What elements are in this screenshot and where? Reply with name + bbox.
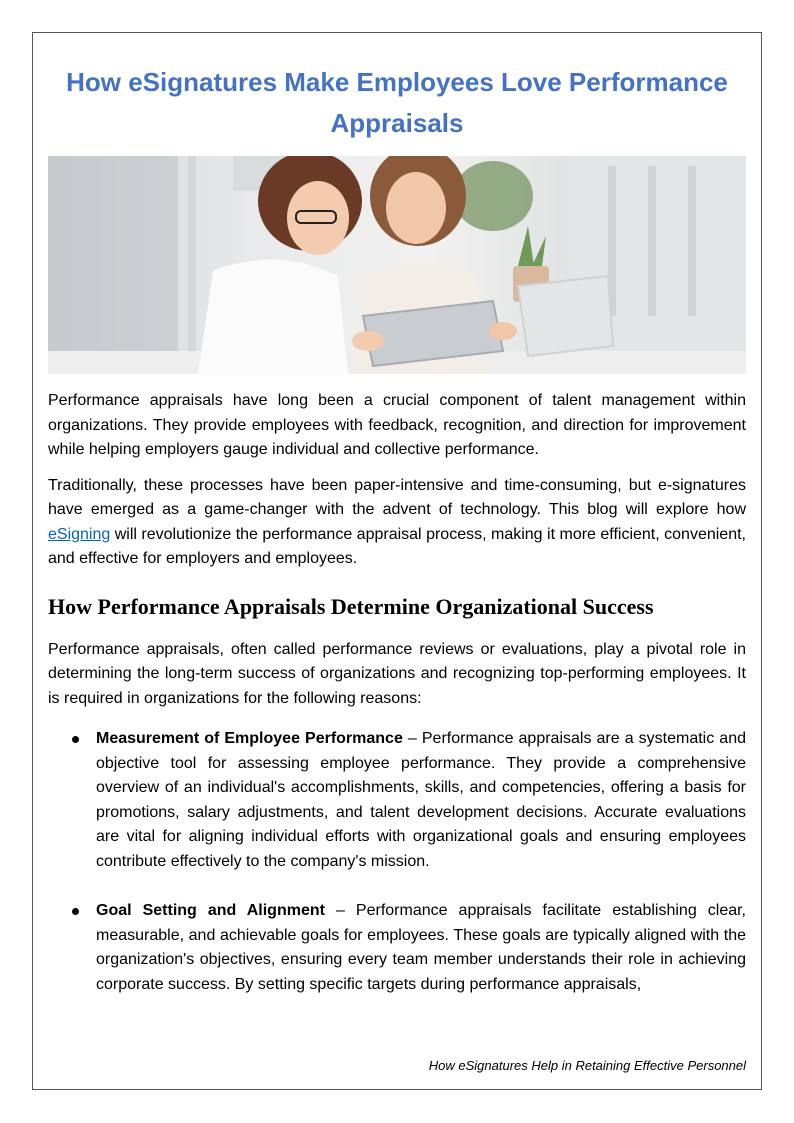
section-intro-paragraph: Performance appraisals, often called performance reviews or evaluations, play a pivotal role in determining the long-term success of organizations and recognizing top-performing employees. It is required in organizations for the following reasons: (48, 640, 746, 707)
esigning-link[interactable]: eSigning (48, 525, 111, 543)
page-title: How eSignatures Make Employees Love Performance Appraisals (66, 67, 728, 138)
intro-paragraph-2-end: will revolutionize the performance appraisal process, making it more efficient, convenient, and effective for employers and employees. (48, 525, 746, 567)
list-item (48, 899, 746, 997)
reasons-list (48, 727, 746, 997)
list-item-term: Goal Setting and Alignment (96, 902, 325, 919)
bullet-icon (72, 736, 79, 743)
hero-image (48, 156, 746, 374)
hero-illustration (48, 156, 746, 374)
document-content (48, 62, 746, 997)
intro-paragraph-2 (48, 474, 746, 572)
list-item-text: – Performance appraisals facilitate establishing clear, measurable, and achievable goals for employees. These goals are typically aligned with the organization's objectives, ensuring every team member understands their role in achieving corporate success. By setting specific targets during performance appraisals, (96, 902, 747, 993)
intro-paragraph-2-start: Traditionally, these processes have been paper-intensive and time-consuming, but e-signatures have emerged as a game-changer with the advent of technology. This blog will explore how (48, 476, 746, 518)
bullet-icon (72, 908, 79, 915)
intro-paragraph-1: Performance appraisals have long been a crucial component of talent management within organizations. They provide employees with feedback, recognition, and direction for improvement while helping employers gauge individual and collective performance. (48, 392, 746, 458)
list-item-text: – Performance appraisals are a systematic and objective tool for assessing employee performance. They provide a comprehensive overview of an individual's accomplishments, skills, and competencies, offering a basis for promotions, salary adjustments, and talent development decisions. Accurate evaluations are vital for aligning individual efforts with organizational goals and ensuring employees contribute effectively to the company's mission. (96, 730, 746, 870)
section-heading: How Performance Appraisals Determine Organizational Success (48, 593, 654, 619)
list-item-term: Measurement of Employee Performance (96, 730, 403, 747)
page-footer: How eSignatures Help in Retaining Effective Personnel (428, 1058, 746, 1073)
list-item (48, 727, 746, 874)
